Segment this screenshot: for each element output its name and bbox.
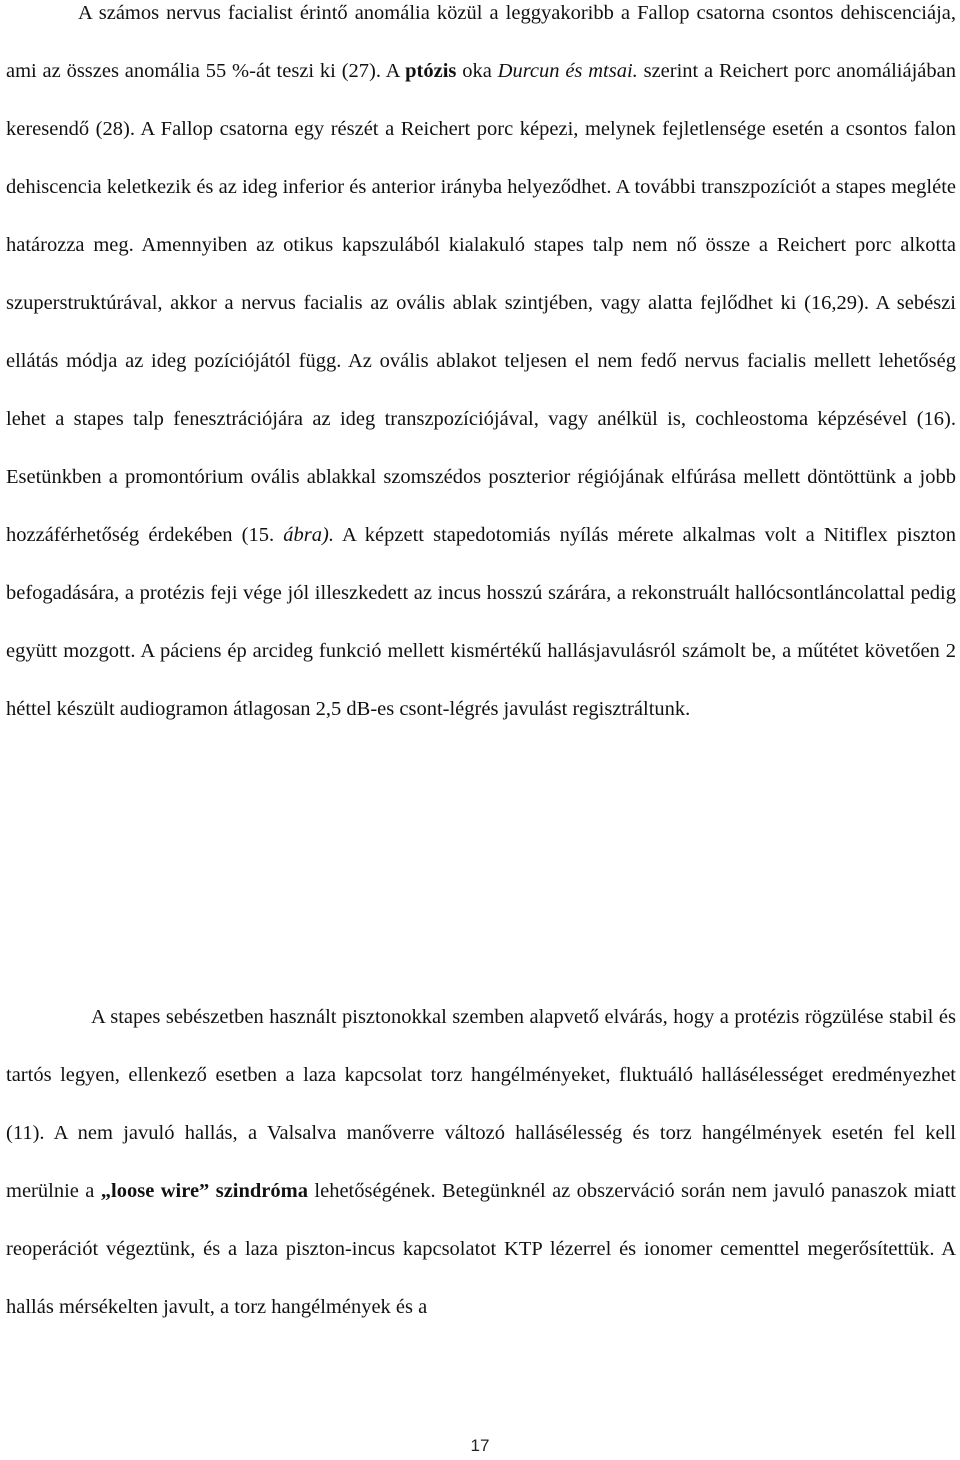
paragraph-text: A képzett stapedotomiás nyílás mérete alkalmas volt a Nitiflex piszton befogadására, a protézis feji vége jól illeszkedett az incus hosszú szárára, a rekonstruált hallócsontláncolattal pedig együtt mozgott. A páciens ép arcideg funkció mellett kismértékű hallásjavulásról számolt be, a műtétet követően 2 héttel készült audiogramon átlagosan 2,5 dB-es csont-légrés javulást regisztráltunk. xyxy=(6,524,957,720)
paragraph-text: oka xyxy=(456,60,498,82)
paragraph-loose-wire-syndrome xyxy=(6,988,956,1336)
paragraph-text: A számos nervus facialist érintő anomália közül a leggyakoribb a Fallop csatorna csontos dehiscenciája, ami az összes anomália 55 %-át teszi ki (27). A xyxy=(6,2,956,82)
bold-term-loose-wire: „loose wire” szindróma xyxy=(100,1180,308,1202)
paragraph-text: lehetőségének. Betegünknél az obszerváció során nem javuló panaszok miatt reoperációt végeztünk, és a laza piszton-incus kapcsolatot KTP lézerrel és ionomer cementtel megerősítettük. A hallás mérsékelten javult, a torz hangélmények és a xyxy=(6,1180,956,1318)
italic-figure-reference: ábra). xyxy=(283,524,334,546)
page-number: 17 xyxy=(470,1436,490,1455)
paragraph-text: A stapes sebészetben használt pisztonokkal szemben alapvető elvárás, hogy a protézis rögzülése stabil és tartós legyen, ellenkező esetben a laza kapcsolat torz hangélményeket, fluktuáló hallásélességet eredményezhet (11). A nem javuló hallás, a Valsalva manőverre változó hallásélesség és torz hangélmények esetén fel kell merülnie a xyxy=(6,1006,956,1202)
paragraph-text: szerint a Reichert porc anomáliájában keresendő (28). A Fallop csatorna egy részét a Reichert porc képezi, melynek fejletlensége esetén a csontos falon dehiscencia keletkezik és az ideg inferior és anterior irányba helyeződhet. A további transzpozíciót a stapes megléte határozza meg. Amennyiben az otikus kapszulából kialakuló stapes talp nem nő össze a Reichert porc alkotta szuperstruktúrával, akkor a nervus facialis az ovális ablak szintjében, vagy alatta fejlődhet ki (16,29). A sebészi ellátás módja az ideg pozíciójától függ. Az ovális ablakot teljesen el nem fedő nervus facialis mellett lehetőség lehet a stapes talp fenesztrációjára az ideg transzpozíciójával, vagy anélkül is, cochleostoma képzésével (16). Esetünkben a promontórium ovális ablakkal szomszédos poszterior régiójának elfúrása mellett döntöttünk a jobb hozzáférhetőség érdekében (15. xyxy=(6,60,956,546)
italic-author-reference: Durcun és mtsai. xyxy=(497,60,638,82)
paragraph-facial-nerve-anomaly xyxy=(6,0,956,738)
bold-term-ptozis: ptózis xyxy=(405,60,457,82)
